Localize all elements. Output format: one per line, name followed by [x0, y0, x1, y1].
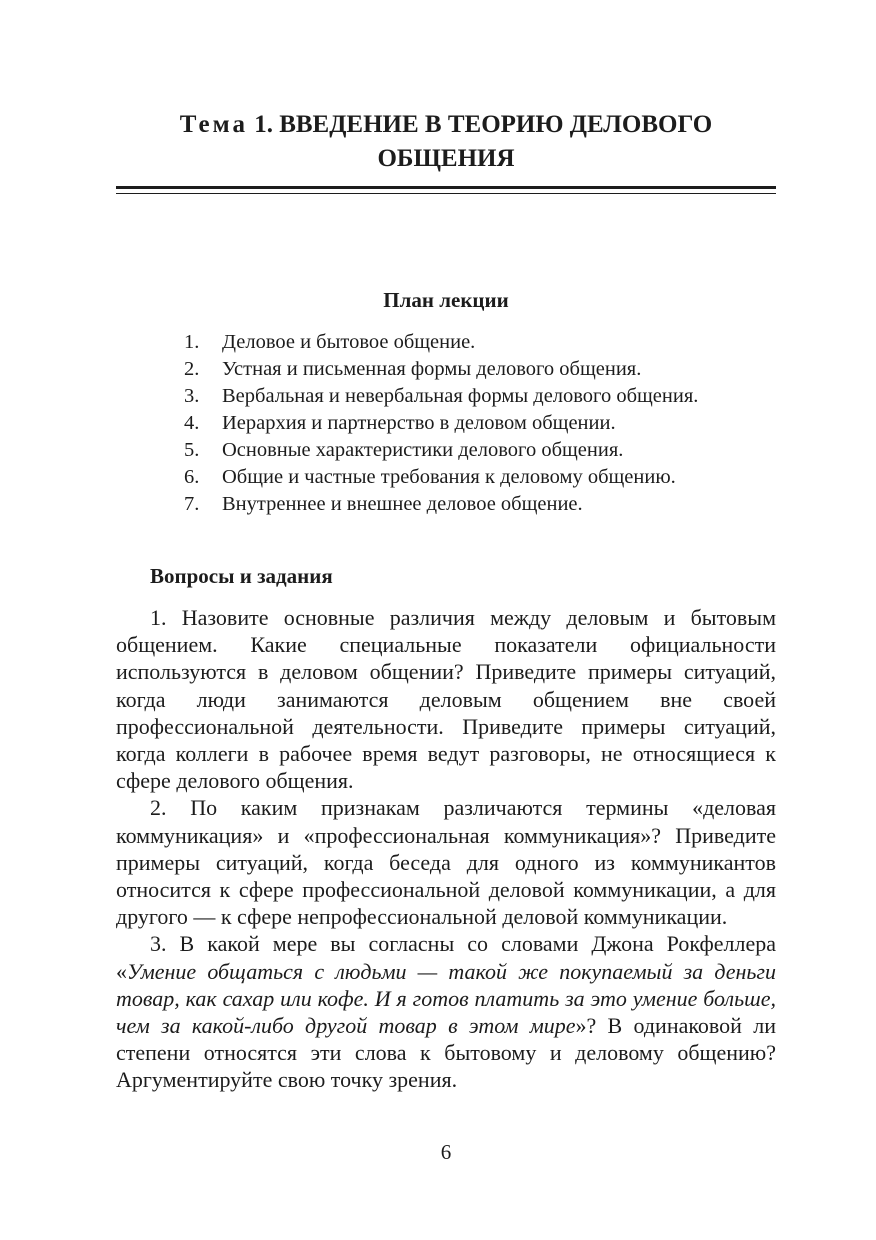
chapter-number: 1. — [254, 111, 273, 138]
question-text: По каким признакам различаются термины «деловая коммуникация» и «профессиональная коммуникация»? Приведите примеры ситуаций, когда беседа для одного из коммуникантов относится к сфере профессиональной деловой коммуникации, а для другого — к сфере непрофессиональной деловой коммуникации. — [116, 795, 776, 930]
plan-item-text: Общие и частные требования к деловому общению. — [222, 466, 676, 488]
plan-item-text: Внутреннее и внешнее деловое общение. — [222, 493, 583, 515]
plan-item — [184, 437, 784, 464]
plan-item-text: Деловое и бытовое общение. — [222, 331, 476, 353]
question-3 — [116, 930, 776, 1093]
plan-item-number: 2. — [184, 358, 200, 380]
plan-item-text: Иерархия и партнерство в деловом общении. — [222, 412, 616, 434]
plan-item — [184, 383, 784, 410]
plan-item-number: 1. — [184, 331, 200, 353]
chapter-title — [116, 108, 776, 176]
rockefeller-quote: Умение общаться с людьми — такой же покупаемый за деньги товар, как сахар или кофе. И я готов платить за это умение больше, чем за какой-либо другой товар в этом мире — [116, 958, 776, 1039]
title-double-rule — [116, 186, 776, 192]
plan-list — [184, 329, 784, 518]
plan-item-number: 7. — [184, 493, 200, 515]
question-number: 1. — [150, 605, 167, 630]
plan-item — [184, 410, 784, 437]
questions-block — [116, 604, 776, 1094]
plan-item — [184, 329, 784, 356]
question-1 — [116, 604, 776, 794]
plan-item-number: 4. — [184, 412, 200, 434]
questions-heading: Вопросы и задания — [150, 564, 333, 588]
question-number: 3. — [150, 931, 167, 957]
plan-item-text: Вербальная и невербальная формы делового общения. — [222, 385, 699, 407]
question-text-after: »? В одинаковой ли степени относятся эти слова к бытовому и деловому общению? Аргументируйте свою точку зрения. — [116, 1013, 776, 1093]
plan-item-text: Устная и письменная формы делового общения. — [222, 358, 642, 380]
plan-item — [184, 464, 784, 491]
page-number: 6 — [440, 1140, 452, 1164]
chapter-title-text: ВВЕДЕНИЕ В ТЕОРИЮ ДЕЛОВОГО ОБЩЕНИЯ — [279, 111, 713, 172]
plan-item-text: Основные характеристики делового общения. — [222, 439, 624, 461]
plan-heading: План лекции — [383, 288, 509, 312]
chapter-label: Тема — [179, 111, 248, 138]
question-text-before: В какой мере вы согласны со словами Джона Рокфеллера « — [116, 931, 776, 984]
question-text: Назовите основные различия между деловым и бытовым общением. Какие специальные показатели официальности используются в деловом общении? Приведите примеры ситуаций, когда люди занимаются деловым общением вне своей профессиональной деятельности. Приведите примеры ситуаций, когда коллеги в рабочее время ведут разговоры, не относящиеся к сфере делового общения. — [116, 605, 776, 794]
plan-item-number: 5. — [184, 439, 200, 461]
question-2 — [116, 794, 776, 930]
question-number: 2. — [150, 795, 167, 821]
plan-item — [184, 491, 784, 518]
plan-item-number: 6. — [184, 466, 200, 488]
plan-item-number: 3. — [184, 385, 200, 407]
plan-item — [184, 356, 784, 383]
